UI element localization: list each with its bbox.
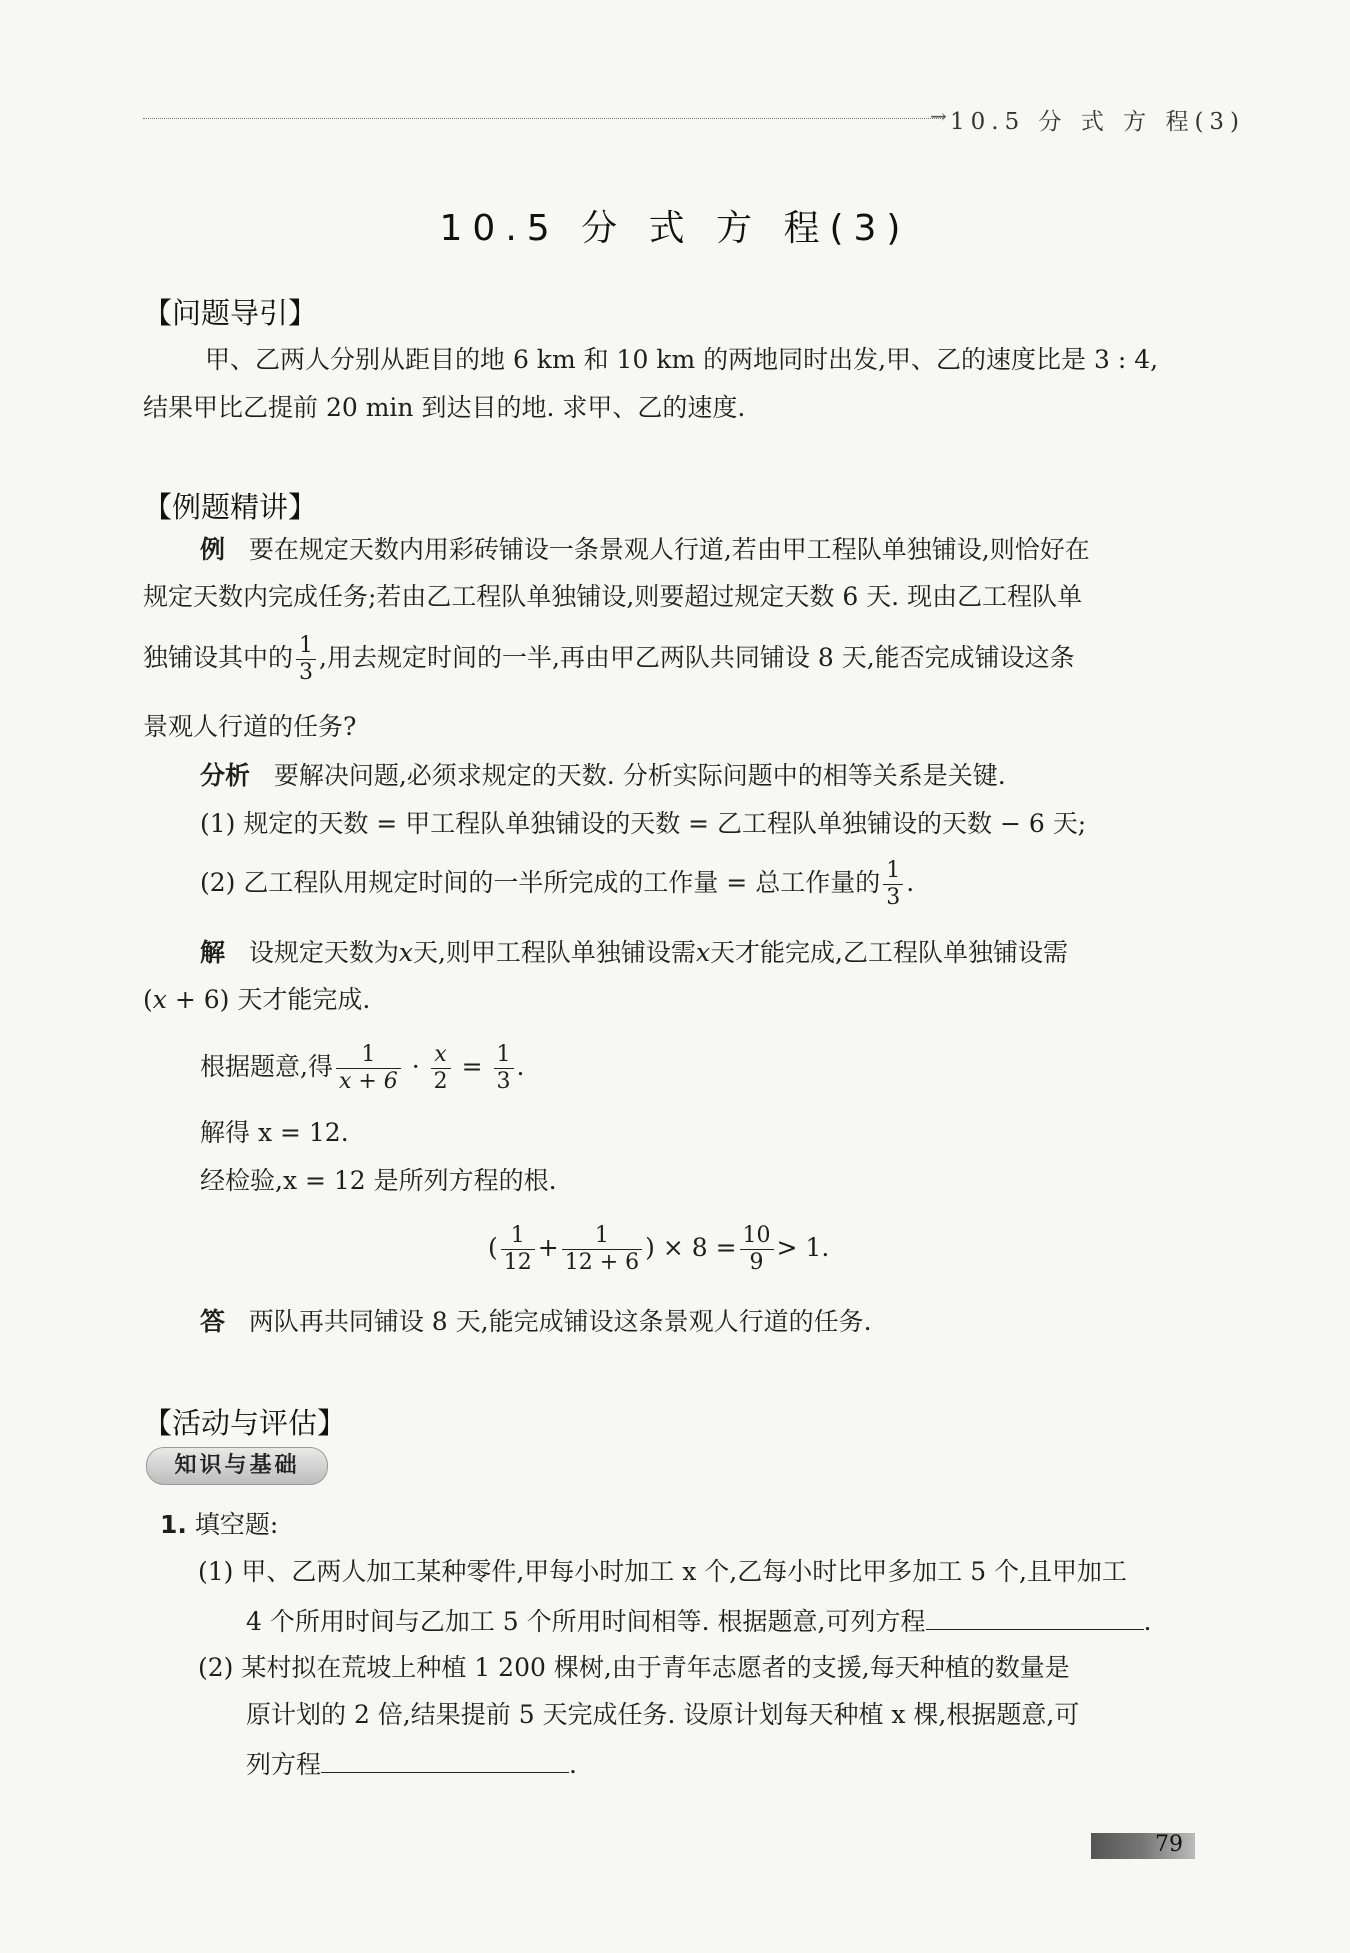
solution-text-1a: 设规定天数为 xyxy=(248,938,399,967)
analysis-item-2-end: . xyxy=(906,868,915,897)
solution-line-1 xyxy=(200,939,1068,967)
answer-blank-2[interactable] xyxy=(321,1748,569,1773)
question-1-text: 4 个所用时间与乙加工 5 个所用时间相等. 根据题意,可列方程 xyxy=(246,1607,926,1636)
fraction-denominator: 3 xyxy=(496,1069,511,1094)
guide-line-1: 甲、乙两人分别从距目的地 6 km 和 10 km 的两地同时出发,甲、乙的速度比是 3 : 4, xyxy=(205,345,1159,374)
example-label: 例 xyxy=(200,535,226,564)
fraction-1-over-12 xyxy=(501,1223,535,1276)
fraction-numerator: 1 xyxy=(296,633,316,660)
solution-text-1b: 天,则甲工程队单独铺设需 xyxy=(412,938,696,967)
header-arrow-icon: → xyxy=(930,104,947,128)
analysis-label: 分析 xyxy=(200,761,251,790)
question-2-line-2: 原计划的 2 倍,结果提前 5 天完成任务. 设原计划每天种植 x 棵,根据题意,可 xyxy=(246,1700,1080,1729)
fraction-x-over-2 xyxy=(431,1042,451,1095)
fraction-numerator: 10 xyxy=(740,1223,774,1250)
fraction-10-over-9 xyxy=(740,1223,774,1276)
fraction-1-over-3 xyxy=(494,1042,514,1095)
page-title: 10.5 分 式 方 程(3) xyxy=(439,208,911,249)
fraction-denominator: 2 xyxy=(433,1069,448,1094)
solution-text-1c: 天才能完成,乙工程队单独铺设需 xyxy=(710,938,1068,967)
question-2-line-1: (2) 某村拟在荒坡上种植 1 200 棵树,由于青年志愿者的支援,每天种植的数量是 xyxy=(198,1653,1070,1682)
question-2-end: . xyxy=(569,1750,577,1779)
fraction-denominator: 3 xyxy=(886,885,901,910)
equation-line xyxy=(200,1042,524,1095)
section-heading-example: 【例题精讲】 xyxy=(143,490,318,524)
example-line-2: 规定天数内完成任务;若由乙工程队单独铺设,则要超过规定天数 6 天. 现由乙工程队单 xyxy=(143,582,1083,611)
variable-x: x xyxy=(695,938,711,967)
section-heading-guide: 【问题导引】 xyxy=(143,296,318,330)
answer-text: 两队再共同铺设 8 天,能完成铺设这条景观人行道的任务. xyxy=(248,1307,872,1336)
fraction-denominator: 12 xyxy=(503,1250,532,1275)
analysis-text: 要解决问题,必须求规定的天数. 分析实际问题中的相等关系是关键. xyxy=(273,761,1006,790)
example-line-4: 景观人行道的任务? xyxy=(143,712,357,741)
knowledge-basics-badge: 知识与基础 xyxy=(146,1447,328,1485)
verification-line xyxy=(488,1223,829,1276)
fraction-numerator: x xyxy=(431,1042,451,1069)
equation-end: . xyxy=(516,1052,525,1081)
fraction-denominator: 3 xyxy=(299,660,314,685)
question-1-line-1: (1) 甲、乙两人加工某种零件,甲每小时加工 x 个,乙每小时比甲多加工 5 个,且甲加工 xyxy=(198,1557,1127,1586)
header-rule xyxy=(143,118,943,119)
fraction-one-third-b xyxy=(883,858,903,911)
variable-x: x xyxy=(398,938,413,967)
fraction-numerator: 1 xyxy=(494,1042,514,1069)
fraction-denominator: x + 6 xyxy=(338,1069,398,1094)
guide-line-2: 结果甲比乙提前 20 min 到达目的地. 求甲、乙的速度. xyxy=(143,393,746,422)
solution-check: 经检验,x = 12 是所列方程的根. xyxy=(200,1166,557,1195)
exercise-type: 填空题: xyxy=(194,1510,279,1539)
fraction-numerator: 1 xyxy=(883,858,903,885)
fraction-1-over-12-plus-6 xyxy=(562,1223,642,1276)
analysis-item-1: (1) 规定的天数 = 甲工程队单独铺设的天数 = 乙工程队单独铺设的天数 − 6 天; xyxy=(200,809,1087,838)
section-heading-activity: 【活动与评估】 xyxy=(143,1406,347,1440)
example-text-3a: 独铺设其中的 xyxy=(143,643,294,672)
example-line-3 xyxy=(143,633,1075,686)
solution-text-2b: + 6) 天才能完成. xyxy=(166,985,371,1014)
fraction-one-third xyxy=(296,633,316,686)
fraction-numerator: 1 xyxy=(562,1223,642,1250)
analysis-item-2-text: (2) 乙工程队用规定时间的一半所完成的工作量 = 总工作量的 xyxy=(200,868,881,897)
exercise-heading xyxy=(160,1511,278,1539)
question-2-line-3 xyxy=(246,1748,577,1779)
fraction-numerator: 1 xyxy=(501,1223,535,1250)
equation-intro: 根据题意,得 xyxy=(200,1052,333,1081)
running-header: 10.5 分 式 方 程(3) xyxy=(950,109,1246,135)
question-2-text: 列方程 xyxy=(246,1750,322,1779)
verify-open-paren: ( xyxy=(488,1233,498,1262)
answer-label: 答 xyxy=(200,1307,226,1336)
verify-end: > 1. xyxy=(776,1233,830,1262)
multiply-dot: · xyxy=(411,1052,420,1081)
fraction-denominator: 9 xyxy=(749,1250,764,1275)
page-number: 79 xyxy=(1155,1832,1183,1857)
equals-sign: = xyxy=(461,1052,483,1081)
analysis-item-2 xyxy=(200,858,914,911)
question-1-line-2 xyxy=(246,1605,1151,1636)
solution-text-2a: ( xyxy=(143,985,153,1014)
example-text-1: 要在规定天数内用彩砖铺设一条景观人行道,若由甲工程队单独铺设,则恰好在 xyxy=(248,535,1090,564)
fraction-denominator: 12 + 6 xyxy=(564,1250,640,1275)
example-line-1 xyxy=(200,536,1090,564)
solution-line-2 xyxy=(143,986,370,1014)
variable-x: x xyxy=(152,985,167,1014)
analysis-line xyxy=(200,762,1006,790)
question-1-end: . xyxy=(1143,1607,1152,1636)
plus-sign: + xyxy=(537,1233,559,1262)
answer-blank-1[interactable] xyxy=(926,1605,1144,1630)
solution-result: 解得 x = 12. xyxy=(200,1118,349,1147)
answer-line xyxy=(200,1308,872,1336)
exercise-number: 1. xyxy=(160,1510,187,1539)
fraction-1-over-x-plus-6 xyxy=(336,1042,401,1095)
solution-label: 解 xyxy=(200,938,226,967)
fraction-numerator: 1 xyxy=(336,1042,401,1069)
example-text-3b: ,用去规定时间的一半,再由甲乙两队共同铺设 8 天,能否完成铺设这条 xyxy=(319,643,1075,672)
verify-middle: ) × 8 = xyxy=(645,1233,737,1262)
